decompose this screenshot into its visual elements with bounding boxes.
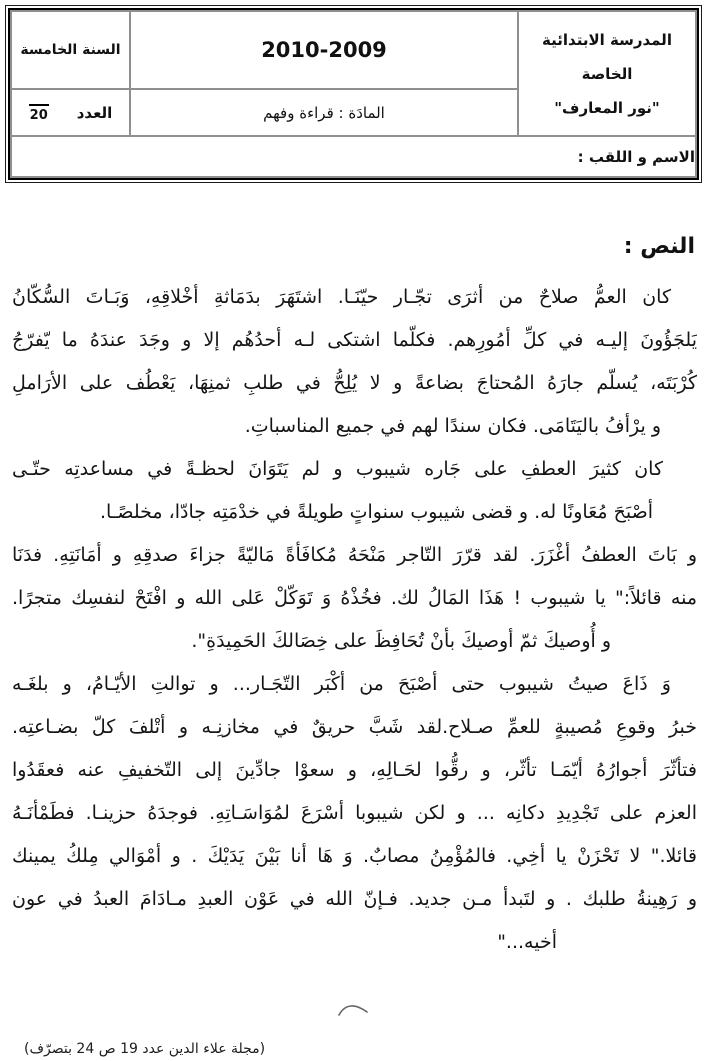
text-line: أصْبَحَ مُعَاونًا له. و قضى شيبوب سنواتٍ طويلةً في خدْمَتِه جادّا، مخلصًـا. (100, 501, 653, 523)
header-table (8, 8, 699, 180)
school-year: 2010-2009 (261, 38, 387, 63)
text-line: كان العمُّ صلاحٌ من أثرَى تجّـار حيّنَـا. اشتَهَرَ بدَمَاثةِ أخْلاقِهِ، وَبَـاتَ السُّكّانُ (12, 286, 671, 308)
text-line: منه قائلاً:" يا شيبوب ! هَذَا المَالُ لك. فخُذْهُ وَ تَوَكّلْ عَلى الله و افْتَحْ لنفسِك متجرًا. (12, 587, 697, 609)
pen-stroke-mark (336, 1000, 372, 1024)
text-line: فتأثّرَ أجوارُهُ أيّمَـا تأثّر، و رقُّوا لحَـالِهِ، و سعوْا جادِّينَ إلى التّخفيفِ عنه فعقَدُوا (12, 759, 697, 781)
text-line: كان كثيرَ العطفِ على جَاره شيبوب و لم يَتَوَانَ لحظـةً في مساعدتِه حتّـى (12, 458, 663, 480)
source-citation: (مجلة علاء الدين عدد 19 ص 24 بتصرّف) (24, 1041, 266, 1057)
subject-cell (130, 89, 518, 136)
subject-label: المادَة : قراءة وفهم (263, 103, 385, 122)
text-line: وَ ذَاعَ صيتُ شيبوب حتى أصْبَحَ من أكْبَر التّجَـار... و توالتِ الأيّـامُ، و بلغَـه (12, 673, 671, 695)
text-line: و بَاتَ العطفُ أغْزَرَ. لقد قرّرَ التّاجر مَنْحَهُ مُكافَأةً مَاليّةً جزاءَ صدقِهِ و أمَانَتِهِ. فدَنَا (12, 544, 697, 566)
score-blank-line (29, 104, 49, 106)
school-name-line1: المدرسة الابتدائية الخاصة (542, 30, 672, 83)
text-line: و يرْأفُ باليَتَامَى. فكان سندًا لهم في جميع المناسباتِ. (244, 415, 661, 437)
text-line: أخيه..." (497, 931, 557, 953)
text-line: العزم على تَجْدِيدِ دكانِه ... و لكن شيبوبا أسْرَعَ لمُوَاسَـاتِهِ. فوجدَهُ حزينـا. فطَمْأنَـهُ (12, 802, 697, 824)
grade-label: السنة الخامسة (20, 42, 121, 59)
text-line: كُرْبَتَه، يُسلّم جارَهُ المُحتاجَ بضاعةً و لا يُلِحُّ في طلبِ ثمنِهَا، يَعْطُف على الأرَاملِ (12, 372, 697, 394)
text-line: قائلا." لا تَحْزَنْ يا أخِي. فالمُؤْمِنُ مصابٌ. وَ هَا أنا بَيْنَ يَدَيْكَ . و أمْوَالي مِلكُ يمينك (12, 845, 697, 867)
score-cell (11, 89, 130, 136)
text-body (12, 276, 697, 964)
score-denominator: 20 (29, 107, 48, 123)
school-year-cell (130, 11, 518, 89)
grade-cell (11, 11, 130, 89)
text-line: و رَهِينةُ طلبك . و لتَبدأ مـن جديد. فـإنّ الله في عَوْن العبدِ مـادَامَ العبدُ في عون (12, 888, 697, 910)
text-title: النص : (623, 234, 695, 259)
text-line: يَلجَؤُونَ إليـه في كلِّ أمُورِهم. فكلّما اشتكى لـه أحدُهُم إلا و وجَدَ عندَهُ ما يّفرّجُ (12, 329, 697, 351)
score-label: العدد (76, 103, 113, 122)
student-name-cell (11, 136, 696, 177)
text-line: خبرُ وقوعِ مُصيبةٍ للعمِّ صـلاح.لقد شَبَّ حريقٌ في مخازنِـه و أتْلفَ كلّ بضـاعتِه. (12, 716, 697, 738)
school-cell (518, 11, 696, 136)
school-name-line2: "نور المعارف" (554, 98, 660, 117)
text-line: و أُوصيكَ ثمّ أوصيكَ بأنْ تُحَافِظَ على خِصَالكَ الحَمِيدَةِ". (191, 630, 611, 652)
score-box (12, 104, 129, 122)
score-fraction (29, 104, 49, 122)
student-name-label: الاسم و اللقب : (577, 147, 695, 166)
